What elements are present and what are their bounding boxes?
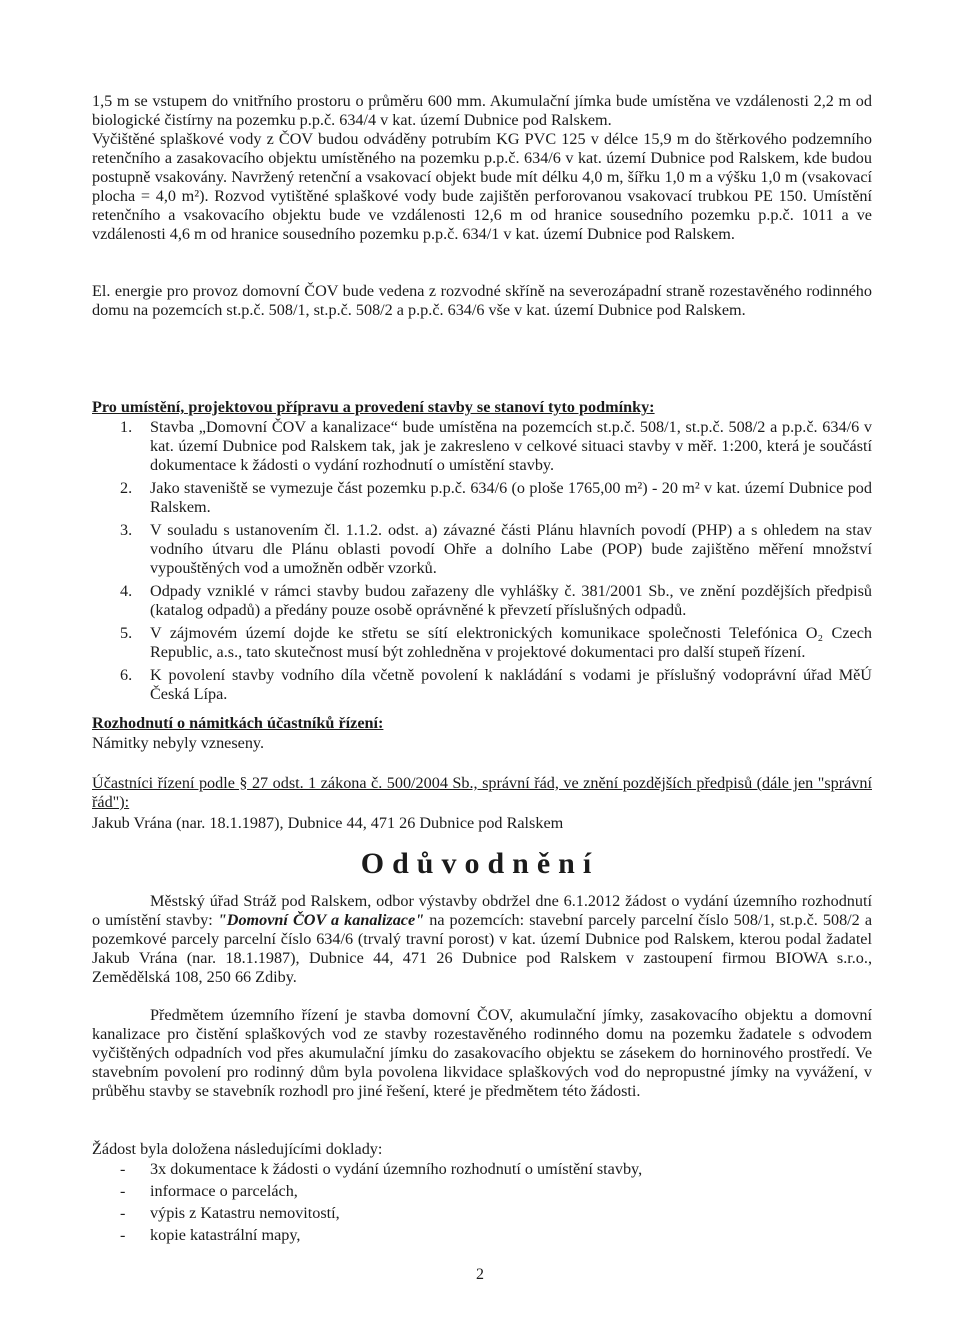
reasoning-paragraph-1 <box>92 892 872 987</box>
documents-intro: Žádost byla doložena následujícími doklady: <box>92 1140 383 1158</box>
conditions-heading: Pro umístění, projektovou přípravu a provedení stavby se stanoví tyto podmínky: <box>92 398 655 416</box>
condition-text: Stavba „Domovní ČOV a kanalizace“ bude umístěna na pozemcích st.p.č. 508/1, st.p.č. 508/2 a p.p.č. 634/6 v kat. území Dubnice pod Ralskem tak, jak je zakresleno v celkové situaci stavby v měř. 1:200, která je součástí dokumentace k žádosti o vydání rozhodnutí o umístění stavby. <box>150 418 872 474</box>
condition-number: 4. <box>120 582 133 600</box>
condition-item <box>92 521 872 578</box>
intro-paragraph-2: Vyčištěné splaškové vody z ČOV budou odváděny potrubím KG PVC 125 v délce 15,9 m do štěrkového podzemního retenčního a zasakovacího objektu umístěného na pozemku p.p.č. 634/6 v kat. území Dubnice pod Ralskem, kde budou postupně vsakovány. Navržený retenční a vsakovací objekt bude mít délku 4,0 m, šířku 1,0 m a výšku 1,0 m (vsakovací plocha = 4,0 m²). Rozvod vytištěné splaškové vody bude zajištěn perforovanou vsakovací trubkou PE 150. Umístění retenčního a vsakovacího objektu bude ve vzdálenosti 12,6 m od hranice sousedního pozemku p.p.č. 1011 a ve vzdálenosti 4,6 m od hranice sousedního pozemku p.p.č. 634/1 v kat. území Dubnice pod Ralskem. <box>92 130 872 243</box>
reasoning-p1-text-c: na pozemcích: stavební parcely parcelní číslo 508/1, st.p.č. 508/2 a pozemkové parcely parcelní číslo 634/6 (trvalý travní porost) v kat. území Dubnice pod Ralskem, kterou podal žadatel Jakub Vrána (nar. 18.1.1987), Dubnice 44, 471 26 Dubnice pod Ralskem v zastoupení firmou BIOWA s.r.o., Zemědělská 108, 250 66 Zdiby. <box>92 911 873 986</box>
condition-number: 6. <box>120 666 133 684</box>
participants-text: Jakub Vrána (nar. 18.1.1987), Dubnice 44, 471 26 Dubnice pod Ralskem <box>92 814 564 832</box>
document-item-text: informace o parcelách, <box>150 1182 298 1200</box>
document-item-text: výpis z Katastru nemovitostí, <box>150 1204 340 1222</box>
condition-number: 5. <box>120 624 133 642</box>
condition-item <box>92 666 872 704</box>
condition-item <box>92 479 872 517</box>
documents-list <box>92 1160 872 1248</box>
condition-text: Odpady vzniklé v rámci stavby budou zařazeny dle vyhlášky č. 381/2001 Sb., ve znění pozdějších předpisů (katalog odpadů) a předány pouze osobě oprávněné k převzetí příslušných odpadů. <box>150 582 872 619</box>
document-item-text: 3x dokumentace k žádosti o vydání územního rozhodnutí o umístění stavby, <box>150 1160 643 1178</box>
participants-heading: Účastníci řízení podle § 27 odst. 1 zákona č. 500/2004 Sb., správní řád, ve znění pozdějších předpisů (dále jen "správní řád"): <box>92 774 872 811</box>
condition-text: V souladu s ustanovením čl. 1.1.2. odst. a) závazné části Plánu hlavních povodí (PHP) a s ohledem na stav vodního útvaru dle Plánu oblasti povodí Ohře a dolního Labe (POP) bude zajištěno měření množství vypouštěných vod a umožněn odběr vzorků. <box>150 521 872 577</box>
condition-number: 1. <box>120 418 133 436</box>
condition-number: 3. <box>120 521 133 539</box>
intro-paragraph-1: 1,5 m se vstupem do vnitřního prostoru o průměru 600 mm. Akumulační jímka bude umístěna ve vzdálenosti 2,2 m od biologické čistírny na pozemku p.p.č. 634/4 v kat. území Dubnice pod Ralskem. <box>92 92 872 129</box>
intro-paragraph-3: El. energie pro provoz domovní ČOV bude vedena z rozvodné skříně na severozápadní straně rozestavěného rodinného domu na pozemcích st.p.č. 508/1, st.p.č. 508/2 a p.p.č. 634/6 vše v kat. území Dubnice pod Ralskem. <box>92 282 872 319</box>
condition-item <box>92 418 872 475</box>
condition-text: Jako staveniště se vymezuje část pozemku p.p.č. 634/6 (o ploše 1765,00 m²) - 20 m² v kat. území Dubnice pod Ralskem. <box>150 479 872 516</box>
reasoning-paragraph-2: Předmětem územního řízení je stavba domovní ČOV, akumulační jímky, zasakovacího objektu a domovní kanalizace pro čistění splaškových vod ze stavby rozestavěného rodinného domu na pozemku žadatele s odvodem vyčištěných odpadních vod přes akumulační jímku do zasakovacího objektu se zásekem do horninového prostředí. Ve stavebním povolení pro rodinný dům byla povolena likvidace splaškových vod do nepropustné jímky na vyvážení, v průběhu stavby se stavebník rozhodl pro jiné řešení, které je předmětem této žádosti. <box>92 1006 872 1100</box>
objections-text: Námitky nebyly vzneseny. <box>92 734 265 752</box>
project-name: "Domovní ČOV a kanalizace" <box>217 911 425 929</box>
objections-heading: Rozhodnutí o námitkách účastníků řízení: <box>92 714 384 732</box>
document-item: - kopie katastrální mapy, <box>120 1226 301 1244</box>
document-item: - 3x dokumentace k žádosti o vydání územního rozhodnutí o umístění stavby, <box>120 1160 643 1178</box>
page-number: 2 <box>476 1266 484 1283</box>
reasoning-title: Odůvodnění <box>360 847 600 880</box>
document-item: - výpis z Katastru nemovitostí, <box>120 1204 340 1222</box>
condition-number: 2. <box>120 479 133 497</box>
condition-text: K povolení stavby vodního díla včetně povolení k nakládání s vodami je příslušný vodoprávní úřad MěÚ Česká Lípa. <box>150 666 872 703</box>
condition-item <box>92 582 872 620</box>
condition-item <box>92 624 872 662</box>
condition-text: V zájmovém území dojde ke střetu se sítí elektronických komunikace společnosti Telefónica O₂ Czech Republic, a.s., tato skutečnost musí být zohledněna v projektové dokumentaci pro další stupeň řízení. <box>150 624 872 661</box>
document-item-text: kopie katastrální mapy, <box>150 1226 301 1244</box>
reasoning-p1-text-a: Městský úřad Stráž pod Ralskem, odbor výstavby obdržel dne 6.1.2012 žádost o vydání územního rozhodnutí o umístění stavby: <box>92 892 872 929</box>
conditions-list <box>92 418 872 708</box>
document-item: - informace o parcelách, <box>120 1182 298 1200</box>
